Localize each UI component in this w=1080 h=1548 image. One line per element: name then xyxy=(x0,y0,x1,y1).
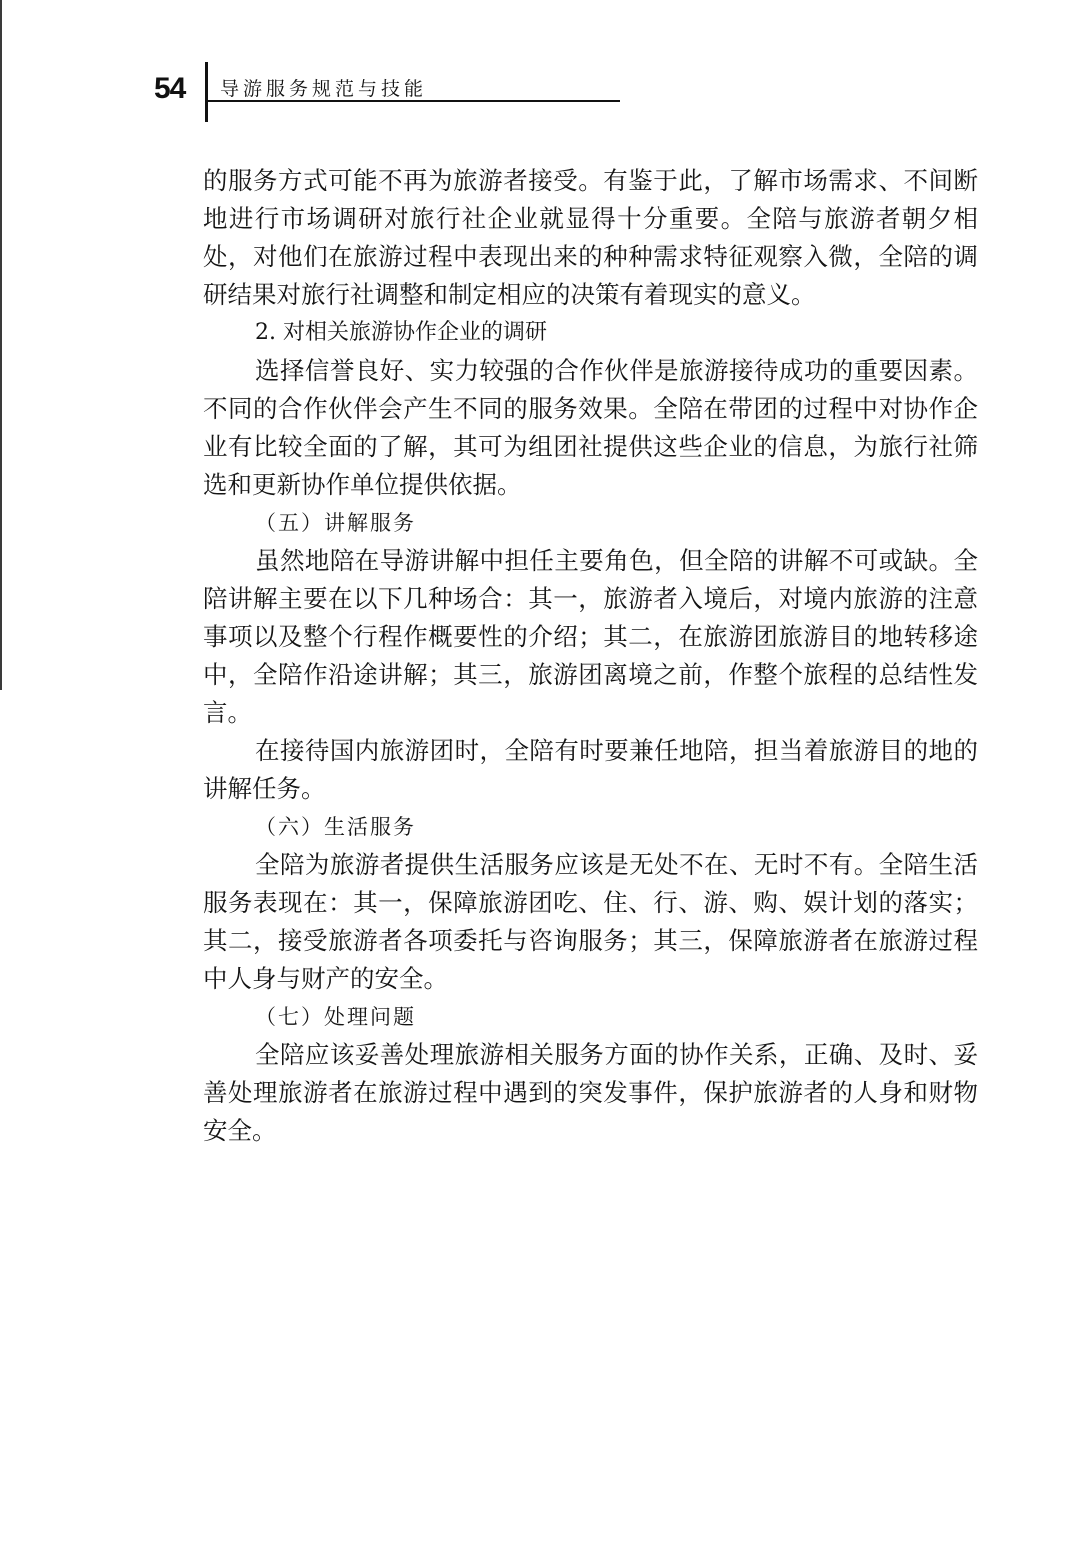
header-divider-vertical xyxy=(205,62,208,122)
subheading-partner-research: 2. 对相关旅游协作企业的调研 xyxy=(255,320,547,345)
running-title: 导游服务规范与技能 xyxy=(220,78,428,100)
page-header xyxy=(150,62,620,122)
paragraph-problem-handling: 全陪应该妥善处理旅游相关服务方面的协作关系，正确、及时、妥善处理旅游者在旅游过程中遇到的突发事件，保护旅游者的人身和财物安全。 xyxy=(203,1040,978,1145)
header-rule xyxy=(205,100,620,102)
scan-edge-line xyxy=(0,0,2,690)
paragraph-domestic-groups: 在接待国内旅游团时，全陪有时要兼任地陪，担当着旅游目的地的讲解任务。 xyxy=(203,736,978,803)
section-heading-guiding-service: （五）讲解服务 xyxy=(255,511,416,535)
paragraph-living-service: 全陪为旅游者提供生活服务应该是无处不在、无时不有。全陪生活服务表现在：其一，保障旅游团吃、住、行、游、购、娱计划的落实；其二，接受旅游者各项委托与咨询服务；其三，保障旅游者在旅游过程中人身与财产的安全。 xyxy=(203,850,978,993)
page-number: 54 xyxy=(154,72,186,105)
page-body xyxy=(203,162,978,1150)
paragraph-guiding-service: 虽然地陪在导游讲解中担任主要角色，但全陪的讲解不可或缺。全陪讲解主要在以下几种场合：其一，旅游者入境后，对境内旅游的注意事项以及整个行程作概要性的介绍；其二，在旅游团旅游目的地转移途中，全陪作沿途讲解；其三，旅游团离境之前，作整个旅程的总结性发言。 xyxy=(203,546,978,727)
section-heading-problem-handling: （七）处理问题 xyxy=(255,1005,416,1029)
paragraph-partner-research: 选择信誉良好、实力较强的合作伙伴是旅游接待成功的重要因素。不同的合作伙伴会产生不同的服务效果。全陪在带团的过程中对协作企业有比较全面的了解，其可为组团社提供这些企业的信息，为旅行社筛选和更新协作单位提供依据。 xyxy=(203,356,978,499)
paragraph-market-research-continued: 的服务方式可能不再为旅游者接受。有鉴于此，了解市场需求、不间断地进行市场调研对旅行社企业就显得十分重要。全陪与旅游者朝夕相处，对他们在旅游过程中表现出来的种种需求特征观察入微，全陪的调研结果对旅行社调整和制定相应的决策有着现实的意义。 xyxy=(203,166,978,309)
section-heading-living-service: （六）生活服务 xyxy=(255,815,416,839)
